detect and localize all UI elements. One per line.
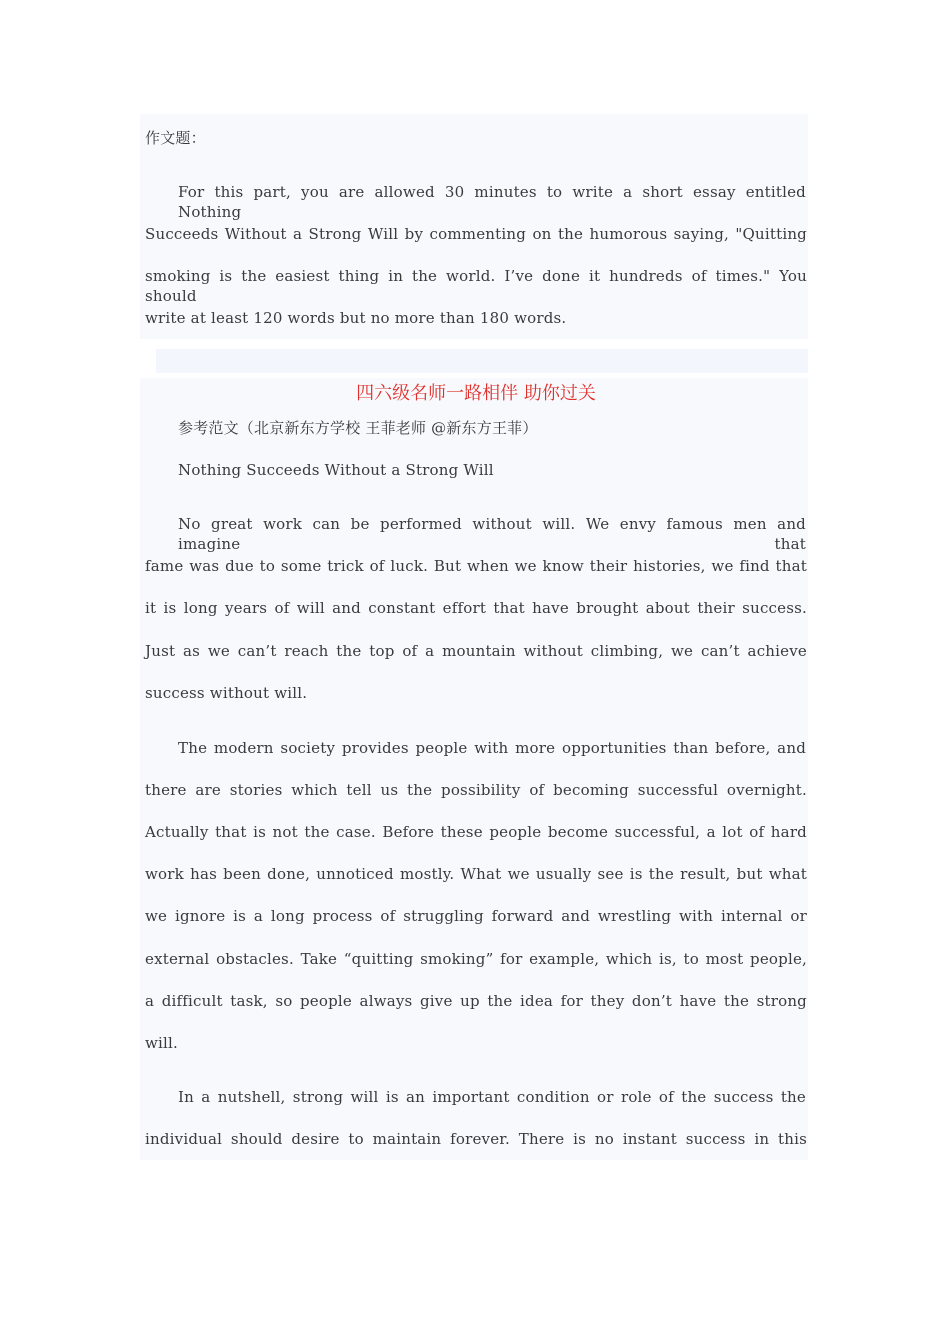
paragraph-line: fame was due to some trick of luck. But when we know their histories, we find that [145,557,807,575]
question-label: 作文题： [145,129,206,147]
paragraph-line: external obstacles. Take “quitting smoking” for example, which is, to most people, [145,950,807,968]
paragraph-line: No great work can be performed without will. We envy famous men and imagine that [178,515,806,553]
banner-heading: 四六级名师一路相伴 助你过关 [356,383,596,404]
paragraph-line: individual should desire to maintain forever. There is no instant success in this [145,1130,807,1148]
paragraph-line: Actually that is not the case. Before these people become successful, a lot of hard [145,823,807,841]
paragraph-line: will. [145,1034,178,1052]
paragraph-line: success without will. [145,684,308,702]
paragraph-line: work has been done, unnoticed mostly. What we usually see is the result, but what [145,865,807,883]
paragraph-line: we ignore is a long process of struggling forward and wrestling with internal or [145,907,807,925]
prompt-line: smoking is the easiest thing in the world. I’ve done it hundreds of times." You should [145,267,807,305]
paragraph-line: a difficult task, so people always give up the idea for they don’t have the strong [145,992,807,1010]
prompt-line: For this part, you are allowed 30 minutes to write a short essay entitled Nothing [178,183,806,221]
prompt-line: write at least 120 words but no more than 180 words. [145,309,567,327]
paragraph-line: Just as we can’t reach the top of a mountain without climbing, we can’t achieve [145,642,807,660]
prompt-line: Succeeds Without a Strong Will by commenting on the humorous saying, "Quitting [145,225,807,243]
essay-title: Nothing Succeeds Without a Strong Will [178,461,494,479]
paragraph-line: there are stories which tell us the possibility of becoming successful overnight. [145,781,807,799]
reference-label: 参考范文（北京新东方学校 王菲老师 @新东方王菲） [178,419,538,437]
paragraph-line: In a nutshell, strong will is an important condition or role of the success the [178,1088,806,1106]
paragraph-line: The modern society provides people with more opportunities than before, and [178,739,806,757]
separator-band [156,349,808,373]
paragraph-line: it is long years of will and constant effort that have brought about their success. [145,599,807,617]
